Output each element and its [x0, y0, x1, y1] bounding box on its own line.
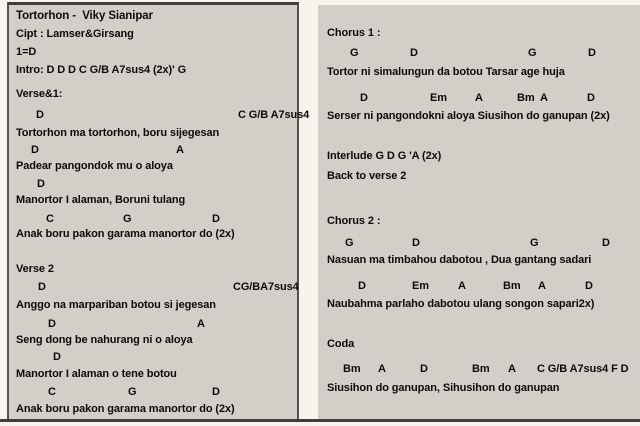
lyric-line: Anggo na marpariban botou si jegesan	[16, 299, 216, 311]
chord: D	[585, 280, 593, 292]
lyric-line: Anak boru pakon garama manortor do (2x)	[16, 228, 235, 240]
chord: G	[528, 47, 537, 59]
song-title: Tortorhon - Viky Sianipar	[16, 10, 153, 22]
section-heading: Verse 2	[16, 263, 54, 275]
chord: D	[48, 318, 56, 330]
section-heading: Verse&1:	[16, 88, 63, 100]
chord: C	[46, 213, 54, 225]
chord-line	[327, 47, 640, 62]
chord: G	[530, 237, 539, 249]
chord: A	[197, 318, 205, 330]
chord: D	[31, 144, 39, 156]
chord-line	[16, 281, 304, 296]
chord: A	[378, 363, 386, 375]
lyric-line: Serser ni pangondokni aloya Siusihon do ganupan (2x)	[327, 110, 610, 122]
lyric-line: Manortor I alaman o tene botou	[16, 368, 177, 380]
chord: A	[508, 363, 516, 375]
chord: Bm	[343, 363, 361, 375]
lyric-line: Tortorhon ma tortorhon, boru sijegesan	[16, 127, 220, 139]
chord: CG/BA7sus4	[233, 281, 299, 293]
chord: Bm	[517, 92, 535, 104]
chord: D	[37, 178, 45, 190]
chord: Em	[430, 92, 447, 104]
chord: C G/B A7sus4 F D	[537, 363, 629, 375]
chord-line	[327, 280, 640, 295]
bottom-border	[0, 419, 640, 422]
lyric-line: Seng dong be nahurang ni o aloya	[16, 334, 193, 346]
chord: D	[587, 92, 595, 104]
chord: D	[38, 281, 46, 293]
chord-line	[16, 144, 304, 159]
chord: A	[475, 92, 483, 104]
lyric-line: Cipt : Lamser&Girsang	[16, 28, 134, 40]
chord: A	[176, 144, 184, 156]
lyric-line: Interlude G D G 'A (2x)	[327, 150, 442, 162]
lyric-line: Manortor I alaman, Boruni tulang	[16, 194, 186, 206]
chord: G	[345, 237, 354, 249]
right-page	[318, 5, 640, 419]
chord: D	[53, 351, 61, 363]
chord: G	[350, 47, 359, 59]
chord-line	[327, 237, 640, 252]
chord: D	[420, 363, 428, 375]
chord-line	[16, 351, 304, 366]
chord: D	[360, 92, 368, 104]
lyric-line: Intro: D D D C G/B A7sus4 (2x)' G	[16, 64, 187, 76]
chord: Bm	[503, 280, 521, 292]
left-page	[7, 2, 310, 419]
chord: A	[540, 92, 548, 104]
chord: G	[128, 386, 137, 398]
chord: D	[588, 47, 596, 59]
chord: A	[538, 280, 546, 292]
section-heading: Chorus 1 :	[327, 27, 381, 39]
chord-line	[16, 213, 304, 228]
chord: G	[123, 213, 132, 225]
lyric-line: Naubahma parlaho dabotou ulang songon sapari2x)	[327, 298, 595, 310]
lyric-line: Nasuan ma timbahou dabotou , Dua gantang sadari	[327, 254, 592, 266]
chord-line	[16, 318, 304, 333]
chord: D	[358, 280, 366, 292]
chord: D	[212, 386, 220, 398]
chord-line	[327, 363, 640, 378]
lyric-line: Tortor ni simalungun da botou Tarsar age huja	[327, 66, 565, 78]
chord: Bm	[472, 363, 490, 375]
chord-line	[16, 386, 304, 401]
chord: D	[410, 47, 418, 59]
chord: C	[48, 386, 56, 398]
lyric-line: Padear pangondok mu o aloya	[16, 160, 173, 172]
lyric-line: Anak boru pakon garama manortor do (2x)	[16, 403, 235, 415]
section-heading: Coda	[327, 338, 355, 350]
chord-line	[16, 178, 304, 193]
chord-line	[16, 109, 310, 124]
section-heading: Chorus 2 :	[327, 215, 381, 227]
chord: D	[36, 109, 44, 121]
chord: C G/B A7sus4	[238, 109, 310, 121]
chord: D	[602, 237, 610, 249]
chord: D	[412, 237, 420, 249]
chord: D	[212, 213, 220, 225]
lyric-line: Back to verse 2	[327, 170, 407, 182]
chord: Em	[412, 280, 429, 292]
lyric-line: 1=D	[16, 46, 37, 58]
chord-line	[327, 92, 640, 107]
chord: A	[458, 280, 466, 292]
lyric-line: Siusihon do ganupan, Sihusihon do ganupan	[327, 382, 560, 394]
